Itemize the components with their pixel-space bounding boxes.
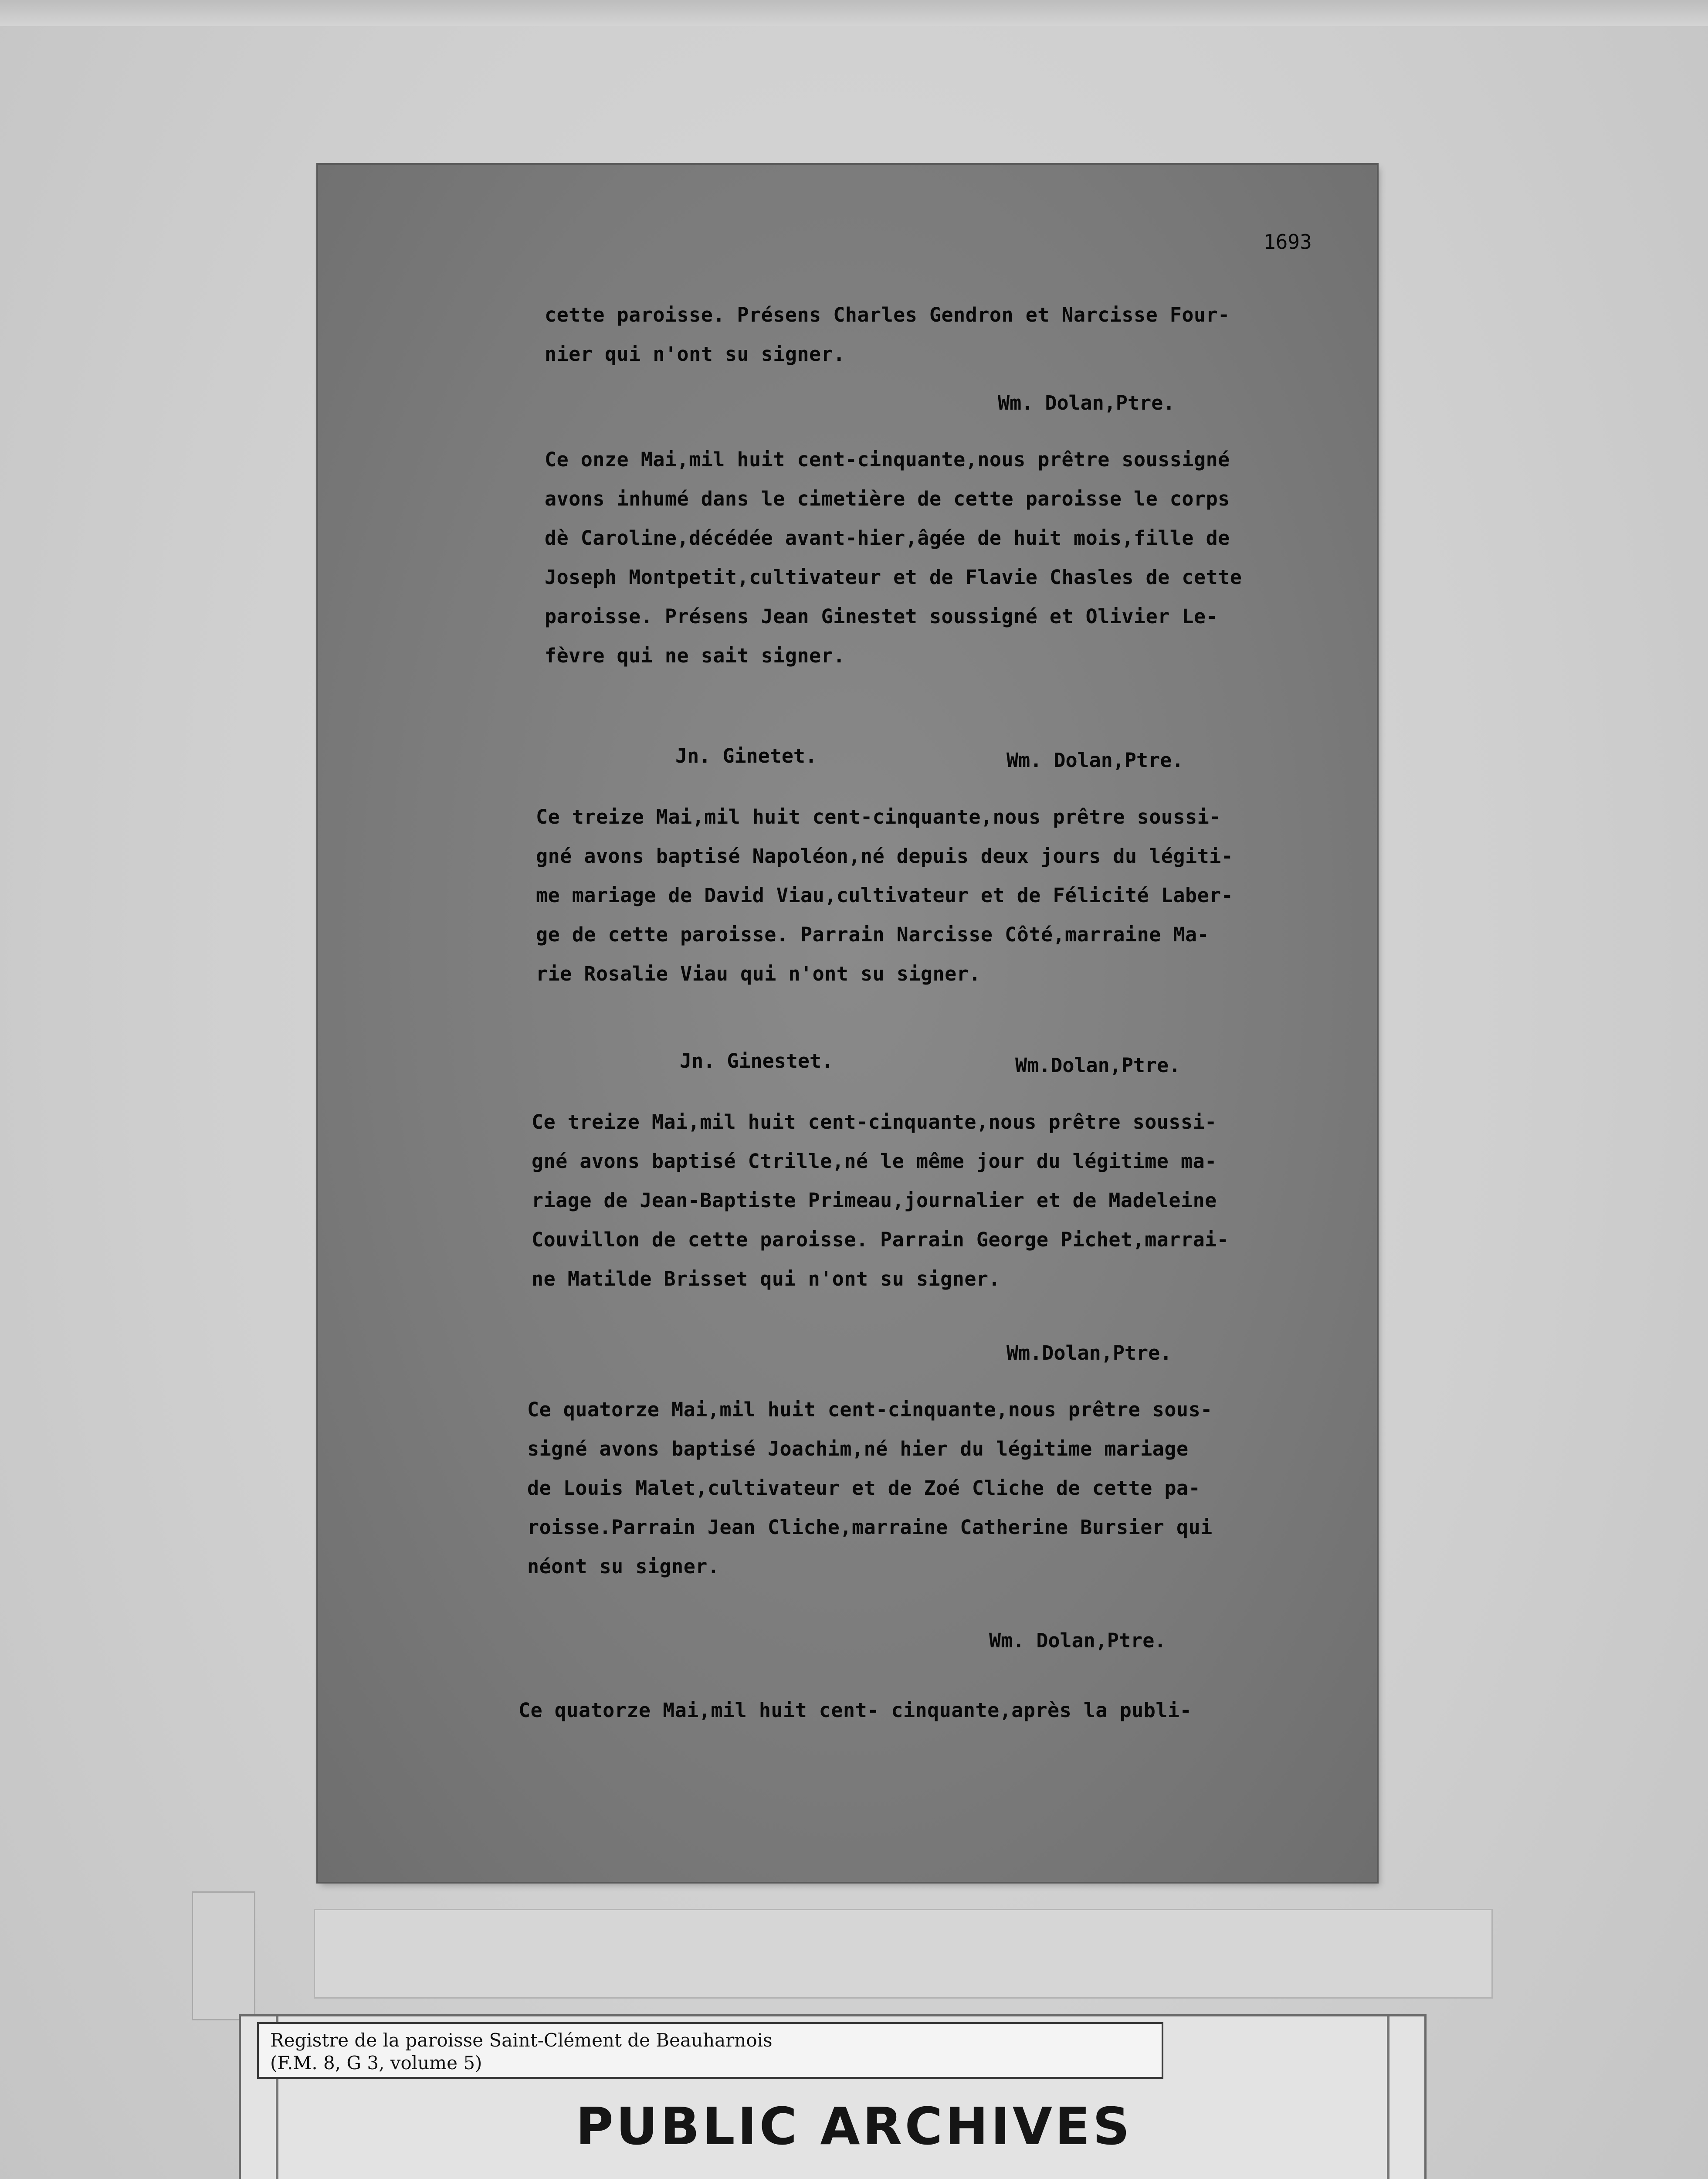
signature-dolan: Wm.Dolan,Ptre. — [1015, 1054, 1181, 1077]
text-line: riage de Jean-Baptiste Primeau,journalier et de Madeleine — [532, 1189, 1217, 1212]
citation-line: Registre de la paroisse Saint-Clément de Beauharnois — [270, 2030, 773, 2051]
signature-dolan: Wm. Dolan,Ptre. — [989, 1629, 1166, 1652]
text-line: cette paroisse. Présens Charles Gendron et Narcisse Four- — [545, 303, 1230, 326]
mounting-tape — [192, 1891, 255, 2020]
text-line: Ce quatorze Mai,mil huit cent-cinquante,nous prêtre sous- — [527, 1398, 1213, 1421]
text-line: dè Caroline,décédée avant-hier,âgée de huit mois,fille de — [545, 526, 1230, 550]
signature-ginestet: Jn. Ginestet. — [680, 1049, 834, 1073]
text-line: Ce quatorze Mai,mil huit cent- cinquante,après la publi- — [518, 1699, 1192, 1722]
text-line: nier qui n'ont su signer. — [545, 343, 845, 366]
text-line: gné avons baptisé Napoléon,né depuis deux jours du légiti- — [536, 845, 1234, 868]
text-line: signé avons baptisé Joachim,né hier du légitime mariage — [527, 1437, 1189, 1460]
text-line: Couvillon de cette paroisse. Parrain George Pichet,marrai- — [532, 1228, 1229, 1251]
text-line: Ce treize Mai,mil huit cent-cinquante,nous prêtre soussi- — [532, 1110, 1217, 1134]
signature-dolan: Wm. Dolan,Ptre. — [1006, 749, 1184, 772]
signature-ginestet: Jn. Ginetet. — [675, 744, 817, 767]
text-line: Ce onze Mai,mil huit cent-cinquante,nous prêtre soussigné — [545, 448, 1230, 471]
mounting-tape — [314, 1909, 1493, 1999]
citation-slip — [257, 2022, 1163, 2079]
text-line: ne Matilde Brisset qui n'ont su signer. — [532, 1267, 1001, 1290]
film-edge-top — [0, 0, 1708, 26]
register-page — [318, 165, 1377, 1882]
archive-stamp-english: PUBLIC ARCHIVES — [576, 2096, 1132, 2156]
signature-dolan: Wm.Dolan,Ptre. — [1006, 1341, 1172, 1364]
page-number: 1693 — [1264, 230, 1312, 254]
text-line: me mariage de David Viau,cultivateur et de Félicité Laber- — [536, 884, 1234, 907]
text-line: ge de cette paroisse. Parrain Narcisse Côté,marraine Ma- — [536, 923, 1210, 946]
text-line: Joseph Montpetit,cultivateur et de Flavie Chasles de cette — [545, 566, 1242, 589]
text-line: roisse.Parrain Jean Cliche,marraine Catherine Bursier qui — [527, 1516, 1213, 1539]
text-line: Ce treize Mai,mil huit cent-cinquante,nous prêtre soussi- — [536, 805, 1221, 828]
text-line: rie Rosalie Viau qui n'ont su signer. — [536, 962, 981, 985]
text-line: avons inhumé dans le cimetière de cette paroisse le corps — [545, 487, 1230, 510]
signature-dolan: Wm. Dolan,Ptre. — [998, 391, 1175, 414]
text-line: néont su signer. — [527, 1555, 720, 1578]
text-line: paroisse. Présens Jean Ginestet soussigné et Olivier Le- — [545, 605, 1218, 628]
text-line: gné avons baptisé Ctrille,né le même jour du légitime ma- — [532, 1150, 1217, 1173]
text-line: de Louis Malet,cultivateur et de Zoé Cliche de cette pa- — [527, 1476, 1201, 1500]
citation-line: (F.M. 8, G 3, volume 5) — [270, 2052, 482, 2074]
text-line: fèvre qui ne sait signer. — [545, 644, 845, 667]
